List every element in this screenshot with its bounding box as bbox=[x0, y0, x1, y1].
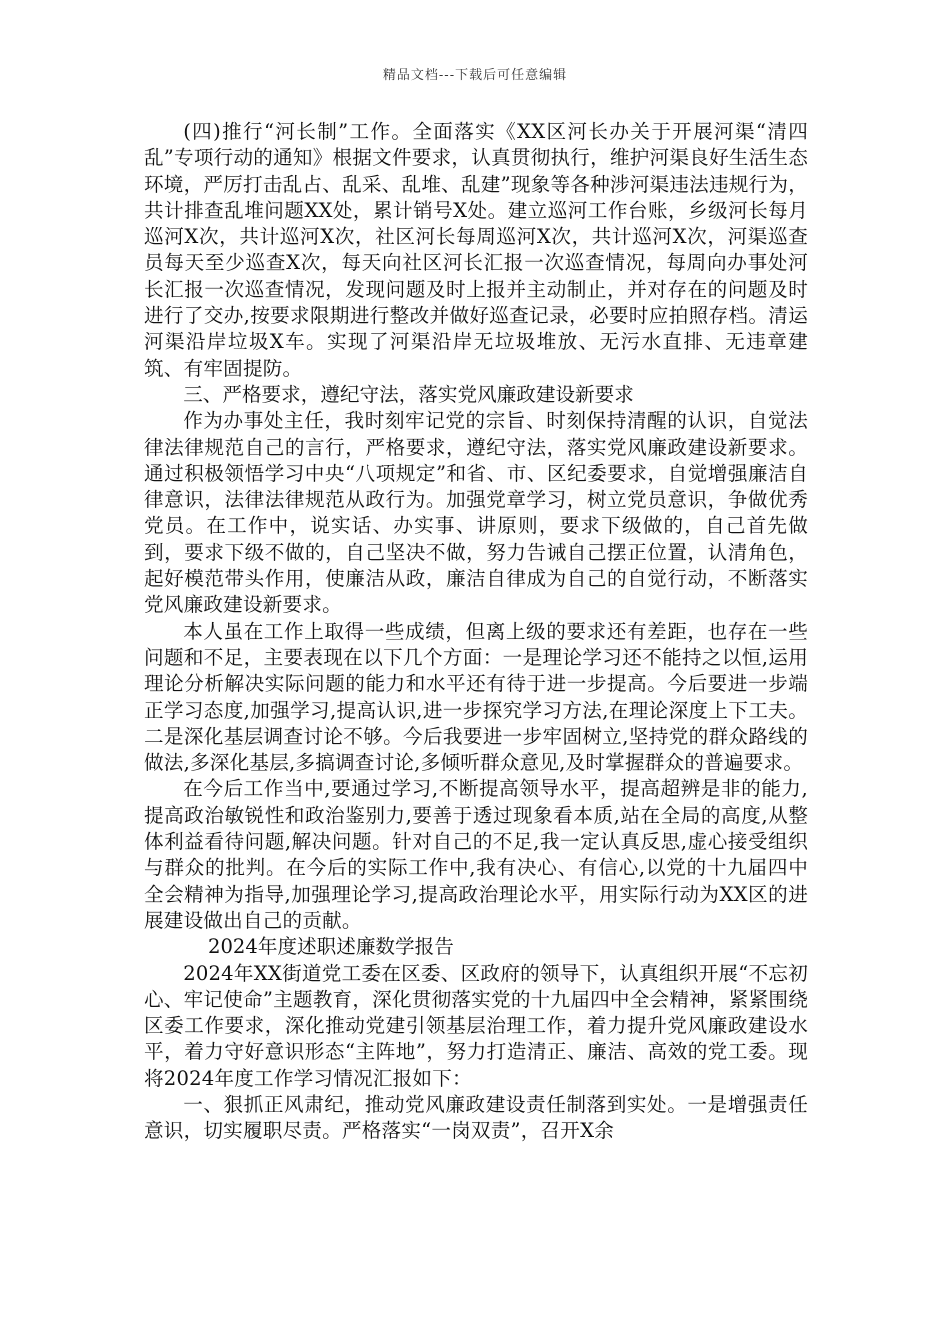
document-body bbox=[144, 119, 808, 1145]
paragraph-report-intro: 2024年XX街道党工委在区委、区政府的领导下，认真组织开展“不忘初心、牢记使命”主题教育，深化贯彻落实党的十九届四中全会精神，紧紧围绕区委工作要求，深化推动党建引领基层治理工作，着力提升党风廉政建设水平，着力守好意识形态“主阵地”，努力打造清正、廉洁、高效的党工委。现将2024年度工作学习情况汇报如下： bbox=[144, 961, 808, 1090]
paragraph-section-1: 一、狠抓正风肃纪，推动党风廉政建设责任制落到实处。一是增强责任意识，切实履职尽责。严格落实“一岗双责”，召开X余 bbox=[144, 1092, 808, 1143]
paragraph-shortcomings: 本人虽在工作上取得一些成绩，但离上级的要求还有差距，也存在一些问题和不足，主要表现在以下几个方面：一是理论学习还不能持之以恒,运用理论分析解决实际问题的能力和水平还有待于进一步提高。今后要进一步端正学习态度,加强学习,提高认识,进一步探究学习方法,在理论深度上下工夫。二是深化基层调查讨论不够。今后我要进一步牢固树立,坚持党的群众路线的做法,多深化基层,多搞调查讨论,多倾听群众意见,及时掌握群众的普遍要求。 bbox=[144, 619, 808, 775]
section-heading-3: 三、严格要求，遵纪守法，落实党风廉政建设新要求 bbox=[183, 382, 634, 406]
page-header: 精品文档---下载后可任意编辑 bbox=[382, 68, 568, 83]
paragraph-future-work: 在今后工作当中,要通过学习,不断提高领导水平，提高超辨是非的能力,提高政治敏锐性和政治鉴别力,要善于透过现象看本质,站在全局的高度,从整体利益看待问题,解决问题。针对自己的不足,我一定认真反思,虚心接受组织与群众的批判。在今后的实际工作中,我有决心、有信心,以党的十九届四中全会精神为指导,加强理论学习,提高政治理论水平，用实际行动为XX区的进展建设做出自己的贡献。 bbox=[144, 777, 808, 932]
report-title: 2024年度述职述廉数学报告 bbox=[208, 935, 454, 959]
paragraph-river-chief: (四)推行“河长制”工作。全面落实《XX区河长办关于开展河渠“清四乱”专项行动的通知》根据文件要求，认真贯彻执行，维护河渠良好生活生态环境，严厉打击乱占、乱采、乱堆、乱建”现象等各种涉河渠违法违规行为，共计排查乱堆问题XX处，累计销号X处。建立巡河工作台账，乡级河长每月巡河X次，共计巡河X次，社区河长每周巡河X次，共计巡河X次，河渠巡查员每天至少巡查X次，每天向社区河长汇报一次巡查情况，每周向办事处河长汇报一次巡查情况，发现问题及时上报并主动制止，并对存在的问题及时进行了交办,按要求限期进行整改并做好巡查记录，必要时应拍照存档。清运河渠沿岸垃圾X车。实现了河渠沿岸无垃圾堆放、无污水直排、无违章建筑、有牢固提防。 bbox=[144, 120, 808, 380]
paragraph-discipline: 作为办事处主任，我时刻牢记党的宗旨、时刻保持清醒的认识，自觉法律法律规范自己的言行，严格要求，遵纪守法，落实党风廉政建设新要求。通过积极领悟学习中央“八项规定”和省、市、区纪委要求，自觉增强廉洁自律意识，法律法律规范从政行为。加强党章学习，树立党员意识，争做优秀党员。在工作中，说实话、办实事、讲原则，要求下级做的，自己首先做到，要求下级不做的，自己坚决不做，努力告诫自己摆正位置，认清角色，起好模范带头作用，使廉洁从政，廉洁自律成为自己的自觉行动，不断落实党风廉政建设新要求。 bbox=[144, 409, 808, 617]
